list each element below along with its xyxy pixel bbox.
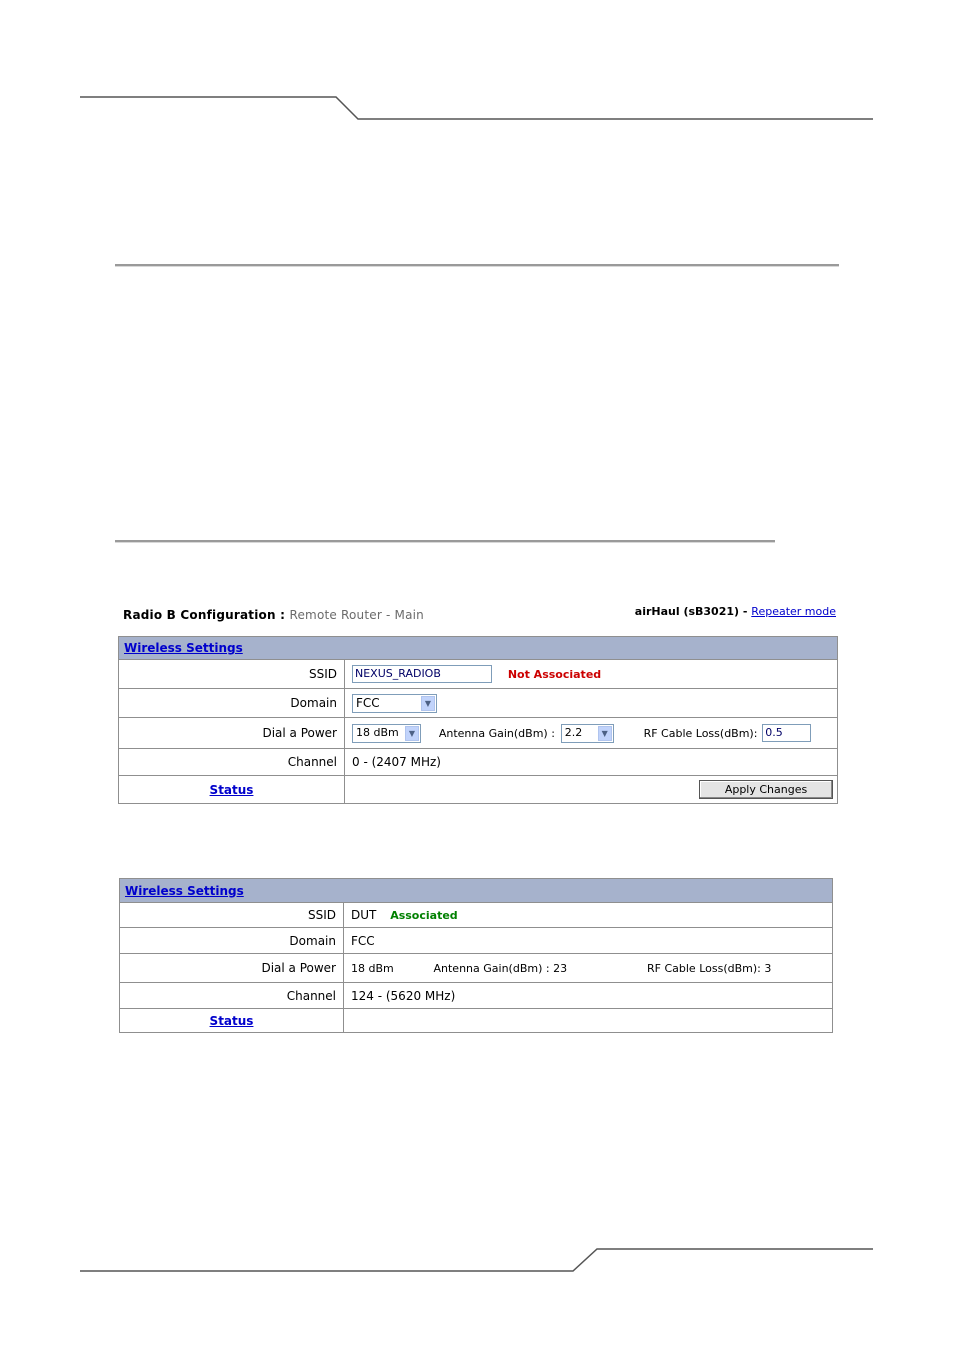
channel-label: Channel (120, 983, 344, 1009)
empty-cell (344, 1009, 833, 1033)
title-text: Radio B Configuration : (123, 608, 286, 622)
antenna-gain-label: Antenna Gain(dBm) : (438, 726, 555, 740)
status-link[interactable]: Status (209, 782, 254, 797)
status-link[interactable]: Status (209, 1013, 254, 1028)
power-value: 18 dBm (351, 961, 394, 975)
power-row (120, 954, 833, 983)
config-header (118, 605, 836, 624)
repeater-mode-link[interactable]: Repeater mode (751, 605, 836, 618)
domain-label: Domain (119, 689, 345, 718)
table-header-row (120, 879, 833, 903)
cable-loss-input[interactable]: 0.5 (762, 724, 811, 742)
power-label: Dial a Power (119, 718, 345, 749)
power-value: 18 dBm (356, 725, 399, 739)
table-header-row (119, 637, 838, 660)
ssid-label: SSID (120, 903, 344, 928)
wireless-settings-table-2 (119, 878, 833, 1033)
ssid-label: SSID (119, 660, 345, 689)
power-select[interactable] (352, 724, 421, 743)
title-subtitle: Remote Router - Main (289, 608, 424, 622)
channel-row (120, 983, 833, 1009)
antenna-gain-select[interactable] (561, 724, 614, 743)
power-label: Dial a Power (120, 954, 344, 983)
cable-loss-text: RF Cable Loss(dBm): 3 (647, 961, 772, 975)
status-row (120, 1009, 833, 1033)
chevron-down-icon: ▼ (421, 696, 435, 711)
channel-value: 124 - (5620 MHz) (344, 983, 833, 1009)
status-row (119, 776, 838, 804)
device-name: airHaul (sB3021) - (634, 605, 748, 618)
chevron-down-icon: ▼ (598, 726, 612, 741)
domain-select[interactable] (352, 694, 437, 713)
power-row (119, 718, 838, 749)
page-title (123, 608, 424, 622)
section-divider-bottom (115, 540, 775, 543)
ssid-value: DUT (351, 908, 377, 922)
channel-row (119, 749, 838, 776)
page-footer-rule (0, 1240, 954, 1280)
page-header-rule (0, 0, 954, 130)
channel-value: 0 - (2407 MHz) (345, 749, 838, 776)
domain-label: Domain (120, 928, 344, 954)
cable-loss-label: RF Cable Loss(dBm): (643, 726, 758, 740)
wireless-settings-link[interactable]: Wireless Settings (125, 883, 244, 898)
chevron-down-icon: ▼ (405, 726, 419, 741)
device-info (635, 605, 836, 618)
association-status: Associated (390, 909, 458, 922)
domain-value: FCC (356, 695, 380, 710)
wireless-settings-link[interactable]: Wireless Settings (124, 641, 243, 655)
antenna-gain-text: Antenna Gain(dBm) : 23 (433, 961, 568, 975)
antenna-gain-value: 2.2 (564, 725, 583, 739)
channel-label: Channel (119, 749, 345, 776)
domain-row (119, 689, 838, 718)
ssid-row (119, 660, 838, 689)
ssid-row (120, 903, 833, 928)
section-divider-top (115, 264, 839, 267)
ssid-input[interactable]: NEXUS_RADIOB (352, 665, 492, 683)
wireless-settings-table-1 (118, 636, 838, 804)
association-status: Not Associated (507, 667, 602, 681)
domain-row (120, 928, 833, 954)
apply-changes-button[interactable]: Apply Changes (699, 780, 833, 799)
domain-value: FCC (344, 928, 833, 954)
